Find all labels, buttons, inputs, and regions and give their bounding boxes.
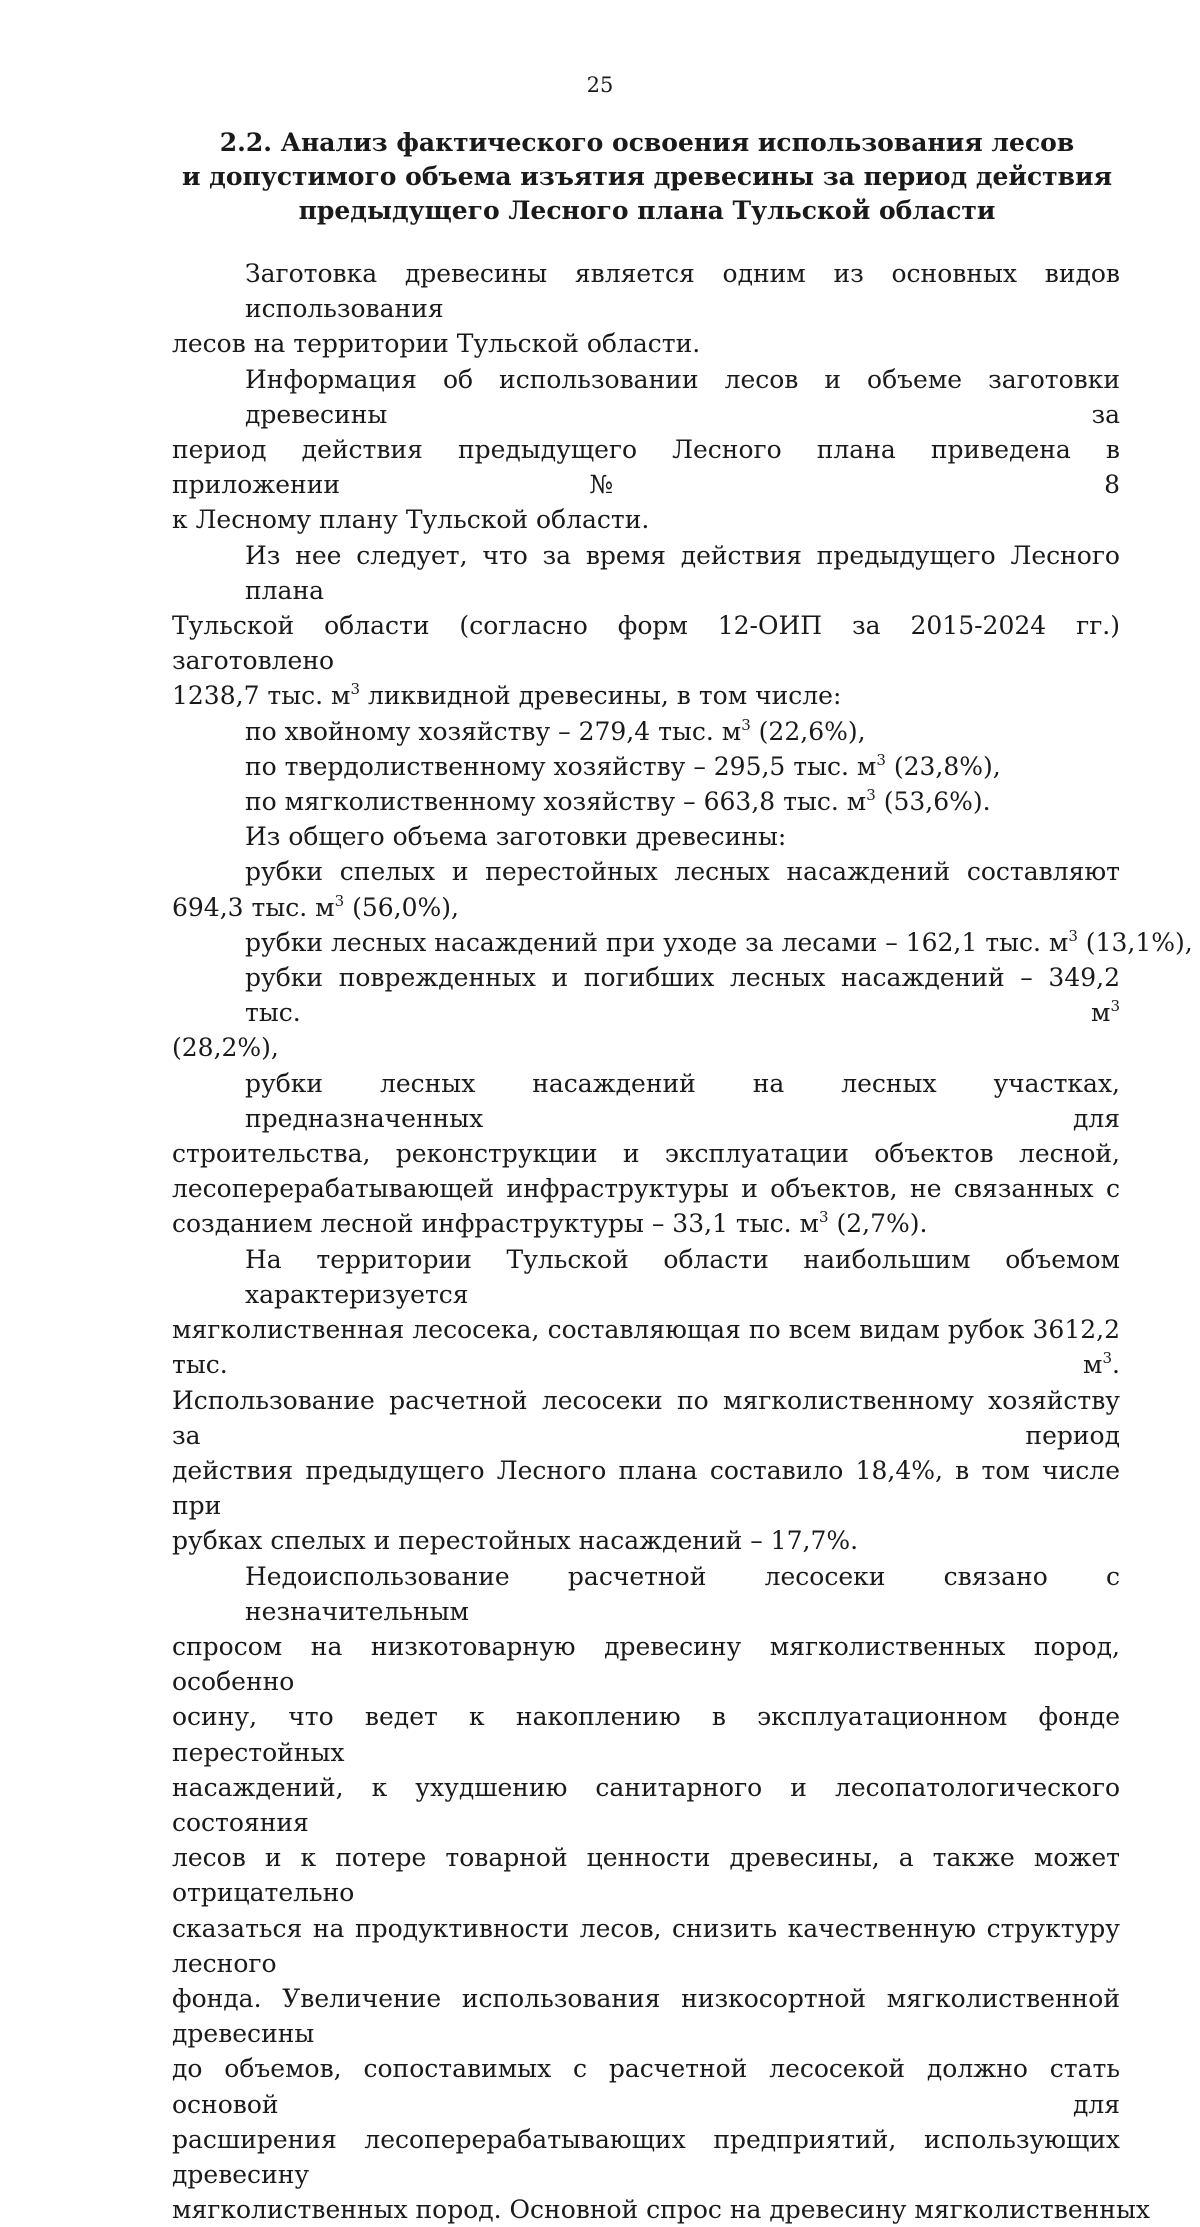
paragraph-line: мягколиственная лесосека, составляющая по всем видам рубок 3612,2 тыс. $м^3$. [172,1315,1120,1380]
paragraph [172,854,1120,924]
paragraph [172,362,1120,538]
paragraph [172,784,1120,819]
paragraph [172,1559,1150,2227]
title-line: и допустимого объема изъятия древесины за период действия [181,162,1113,191]
paragraph-line: строительства, реконструкции и эксплуатации объектов лесной, [172,1139,1120,1169]
paragraph-line: осину, что ведет к накоплению в эксплуатационном фонде перестойных [172,1702,1120,1767]
paragraph-line: (28,2%), [172,1033,279,1063]
paragraph-line: На территории Тульской области наибольшим объемом характеризуется [245,1244,1120,1309]
paragraph-line: Недоиспользование расчетной лесосеки связано с незначительным [245,1561,1120,1626]
paragraph [172,714,1120,749]
paragraph-line: рубках спелых и перестойных насаждений – 17,7%. [172,1526,859,1556]
paragraph-line: по твердолиственному хозяйству – 295,5 тыс. $м^3$ (23,8%), [245,750,1001,781]
paragraph-line: насаждений, к ухудшению санитарного и лесопатологического состояния [172,1772,1120,1837]
title-line: 2.2. Анализ фактического освоения использования лесов [219,128,1075,157]
paragraph-line: до объемов, сопоставимых с расчетной лесосекой должно стать основой для [172,2054,1120,2119]
paragraph-line: рубки лесных насаждений при уходе за лесами – 162,1 тыс. $м^3$ (13,1%), [245,926,1193,957]
paragraph-line: по хвойному хозяйству – 279,4 тыс. $м^3$ (22,6%), [245,715,866,746]
paragraph-line: Информация об использовании лесов и объеме заготовки древесины за [245,364,1120,429]
paragraph-line: к Лесному плану Тульской области. [172,505,650,535]
paragraph-line: сказаться на продуктивности лесов, снизить качественную структуру лесного [172,1913,1120,1978]
paragraph-line: лесов и к потере товарной ценности древесины, а также может отрицательно [172,1843,1120,1908]
paragraph-line: 694,3 тыс. $м^3$ (56,0%), [172,891,459,922]
paragraph [172,749,1120,784]
paragraph [172,819,1120,854]
paragraph [172,1242,1120,1559]
body-text [172,256,1193,2227]
paragraph-line: Из общего объема заготовки древесины: [245,822,787,852]
paragraph-line: Заготовка древесины является одним из основных видов использования [245,259,1120,324]
paragraph [172,538,1120,714]
paragraph-line: Из нее следует, что за время действия предыдущего Лесного плана [245,540,1120,605]
paragraph-line: лесоперерабатывающей инфраструктуры и объектов, не связанных с [172,1174,1120,1204]
paragraph-line: созданием лесной инфраструктуры – 33,1 тыс. $м^3$ (2,7%). [172,1208,928,1239]
paragraph-line: лесов на территории Тульской области. [172,329,701,359]
section-title [172,126,1122,228]
paragraph [172,960,1120,1066]
paragraph-line: период действия предыдущего Лесного плана приведена в приложении № 8 [172,435,1120,500]
paragraph-line: по мягколиственному хозяйству – 663,8 тыс. $м^3$ (53,6%). [245,786,991,817]
paragraph-line: действия предыдущего Лесного плана составило 18,4%, в том числе при [172,1455,1120,1521]
paragraph-line: рубки спелых и перестойных лесных насаждений составляют [245,857,1120,887]
paragraph [172,925,1193,960]
paragraph-line: мягколиственных пород. Основной спрос на древесину мягколиственных [172,2195,1150,2225]
paragraph-line: рубки поврежденных и погибших лесных насаждений – 349,2 тыс. $м^3$ [245,963,1120,1028]
paragraph [172,256,1120,362]
paragraph-line: Использование расчетной лесосеки по мягколиственному хозяйству за период [172,1385,1120,1450]
page-number: 25 [586,73,614,97]
paragraph-line: рубки лесных насаждений на лесных участках, предназначенных для [245,1068,1120,1133]
paragraph-line: 1238,7 тыс. $м^3$ ликвидной древесины, в том числе: [172,680,842,711]
paragraph-line: спросом на низкотоварную древесину мягколиственных пород, особенно [172,1631,1120,1697]
title-line: предыдущего Лесного плана Тульской области [298,196,996,225]
paragraph [172,1066,1120,1242]
paragraph-line: фонда. Увеличение использования низкосортной мягколиственной древесины [172,1983,1120,2049]
paragraph-line: Тульской области (согласно форм 12-ОИП за 2015-2024 гг.) заготовлено [172,611,1120,676]
paragraph-line: расширения лесоперерабатывающих предприятий, использующих древесину [172,2124,1120,2189]
